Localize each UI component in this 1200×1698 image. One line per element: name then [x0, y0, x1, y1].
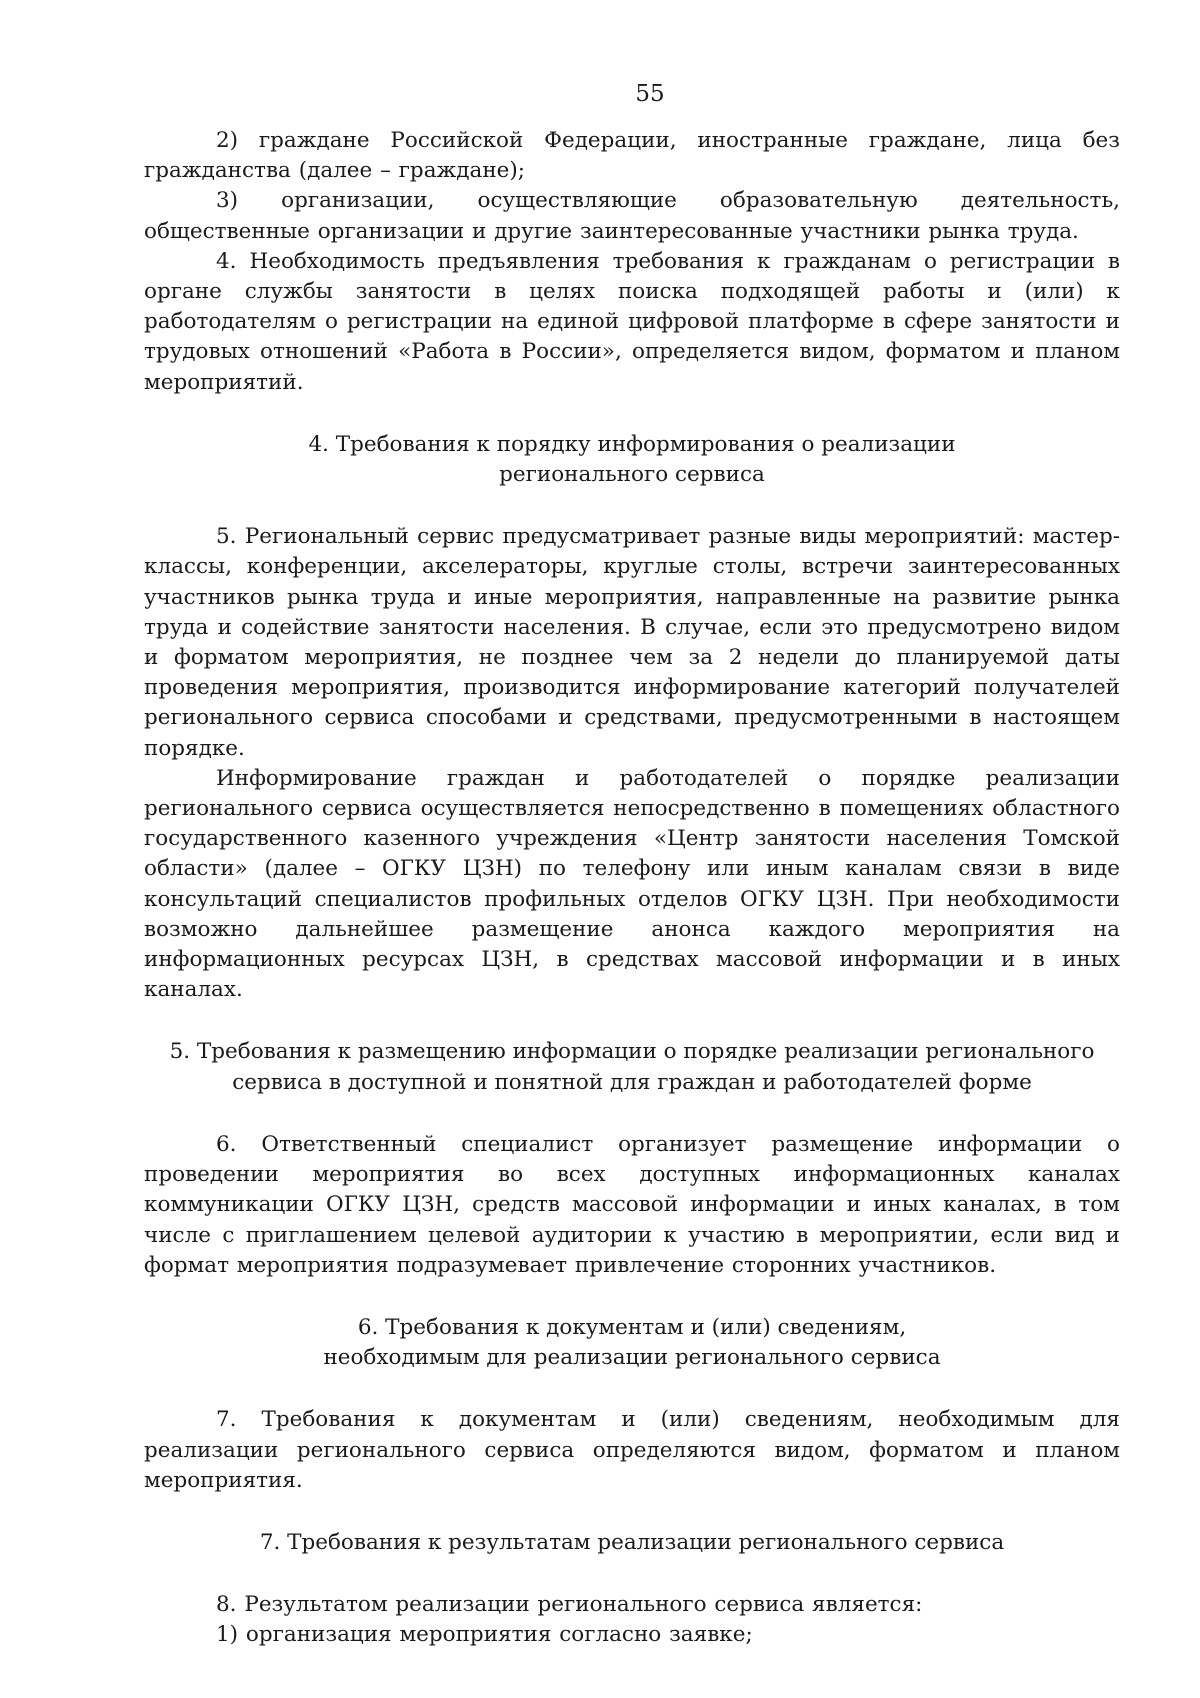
section-heading-5-line1: 5. Требования к размещению информации о порядке реализации регионального [169, 1039, 1095, 1065]
paragraph-8: 8. Результатом реализации регионального сервиса является: [216, 1592, 923, 1618]
section-heading-7: 7. Требования к результатам реализации регионального сервиса [259, 1529, 1005, 1555]
section-heading-4-line2: регионального сервиса [499, 462, 765, 488]
paragraph-7: 7. Требования к документам и (или) сведениям, необходимым для реализации регионального сервиса определяются видом, форматом и планом мероприятия. [144, 1407, 1120, 1493]
paragraph-item-3: 3) организации, осуществляющие образовательную деятельность, общественные организации и другие заинтересованные участники рынка труда. [144, 188, 1120, 244]
page-number: 55 [635, 81, 665, 107]
section-heading-4-line1: 4. Требования к порядку информирования о реализации [308, 431, 956, 457]
paragraph-5: 5. Региональный сервис предусматривает разные виды мероприятий: мастер-классы, конференции, акселераторы, круглые столы, встречи заинтересованных участников рынка труда и иные мероприятия, направленные на развитие рынка труда и содействие занятости населения. В случае, если это предусмотрено видом и форматом мероприятия, не позднее чем за 2 недели до планируемой даты проведения мероприятия, производится информирование категорий получателей регионального сервиса способами и средствами, предусмотренными в настоящем порядке. [144, 524, 1120, 761]
section-heading-6-line2: необходимым для реализации регионального сервиса [323, 1345, 941, 1371]
paragraph-8-item-1: 1) организация мероприятия согласно заявке; [216, 1622, 753, 1648]
section-heading-6-line1: 6. Требования к документам и (или) сведениям, [357, 1314, 907, 1340]
paragraph-6: 6. Ответственный специалист организует размещение информации о проведении мероприятия во всех доступных информационных каналах коммуникации ОГКУ ЦЗН, средств массовой информации и иных каналах, в том числе с приглашением целевой аудитории к участию в мероприятии, если вид и формат мероприятия подразумевает привлечение сторонних участников. [144, 1131, 1120, 1278]
paragraph-4: 4. Необходимость предъявления требования к гражданам о регистрации в органе службы занятости в целях поиска подходящей работы и (или) к работодателям о регистрации на единой цифровой платформе в сфере занятости и трудовых отношений «Работа в России», определяется видом, форматом и планом мероприятий. [144, 248, 1120, 395]
section-heading-5-line2: сервиса в доступной и понятной для граждан и работодателей форме [232, 1069, 1032, 1095]
paragraph-item-2: 2) граждане Российской Федерации, иностранные граждане, лица без гражданства (далее – граждане); [144, 128, 1120, 184]
document-body [144, 126, 1120, 1651]
paragraph-5-informing: Информирование граждан и работодателей о порядке реализации регионального сервиса осуществляется непосредственно в помещениях областного государственного казенного учреждения «Центр занятости населения Томской области» (далее – ОГКУ ЦЗН) по телефону или иным каналам связи в виде консультаций специалистов профильных отделов ОГКУ ЦЗН. При необходимости возможно дальнейшее размещение анонса каждого мероприятия на информационных ресурсах ЦЗН, в средствах массовой информации и в иных каналах. [144, 765, 1120, 1003]
